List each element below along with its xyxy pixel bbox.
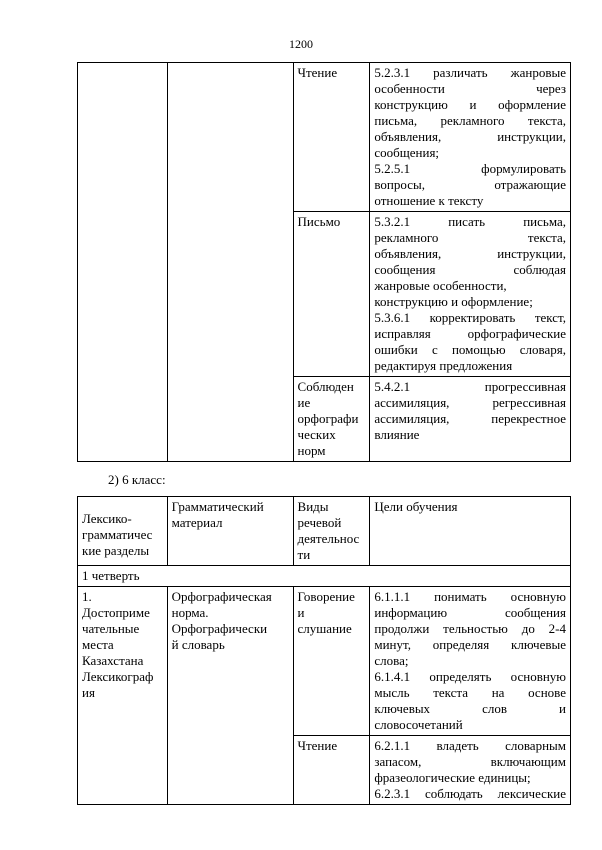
goal-line: 5.3.2.1 писать письма,	[374, 214, 566, 229]
goal-line: отношение к тексту	[374, 193, 484, 208]
activity-cell	[293, 587, 370, 736]
header-cell-activity	[293, 497, 370, 566]
goal-line: сообщения соблюдая	[374, 262, 566, 277]
material-line: Орфографически	[171, 621, 268, 636]
section-line: Казахстана	[82, 653, 144, 668]
activity-line: слушание	[297, 621, 352, 636]
goal-line: слова;	[374, 653, 409, 668]
goal-line: особенности через	[374, 81, 566, 96]
goal-line: 5.2.3.1 различать жанровые	[374, 65, 566, 80]
section-cell	[78, 587, 168, 805]
section-line: ия	[82, 685, 95, 700]
material-cell	[167, 587, 293, 805]
goal-line: редактируя предложения	[374, 358, 513, 373]
section-line: Лексикограф	[82, 669, 154, 684]
table-row	[78, 63, 571, 212]
quarter-cell: 1 четверть	[78, 566, 571, 587]
activity-line: Говорение	[297, 589, 355, 604]
goals-cell	[370, 212, 571, 377]
section-line: 1.	[82, 589, 92, 604]
goal-line: ассимиляция, регрессивная	[374, 395, 566, 410]
table-cell-empty	[167, 63, 293, 462]
table-row	[78, 587, 571, 736]
header-line: Грамматический	[171, 499, 264, 514]
activity-cell: Письмо	[293, 212, 370, 377]
goal-line: жанровые особенности,	[374, 278, 507, 293]
section-line: места	[82, 637, 114, 652]
goal-line: информацию сообщения	[374, 605, 566, 620]
goal-line: 5.3.6.1 корректировать текст,	[374, 310, 566, 325]
header-line: материал	[171, 515, 223, 530]
activity-line: норм	[297, 443, 326, 458]
goal-line: исправляя орфографические	[374, 326, 566, 341]
class-heading: 2) 6 класс:	[108, 472, 166, 487]
material-line: норма.	[171, 605, 209, 620]
goals-cell	[370, 736, 571, 805]
goal-line: письма, рекламного текста,	[374, 113, 566, 128]
goal-line: 6.1.1.1 понимать основную	[374, 589, 566, 604]
activity-line: и	[297, 605, 305, 620]
goals-cell	[370, 587, 571, 736]
goal-line: фразеологические единицы;	[374, 770, 531, 785]
goals-cell	[370, 377, 571, 462]
activity-line: орфографи	[297, 411, 359, 426]
goal-line: мысль текста на основе	[374, 685, 566, 700]
curriculum-table-grade5	[77, 62, 571, 462]
material-line: й словарь	[171, 637, 225, 652]
header-line: Лексико-	[82, 511, 132, 526]
goal-line: сообщения;	[374, 145, 440, 160]
table-header-row	[78, 497, 571, 566]
material-line: Орфографическая	[171, 589, 272, 604]
goal-line: продолжи тельностью до 2-4	[374, 621, 566, 636]
header-line: грамматичес	[82, 527, 153, 542]
goal-line: рекламного текста,	[374, 230, 566, 245]
section-line: чательные	[82, 621, 140, 636]
goal-line: 6.2.1.1 владеть словарным	[374, 738, 566, 753]
goal-line: 6.1.4.1 определять основную	[374, 669, 566, 684]
goal-line: 6.2.3.1 соблюдать лексические	[374, 786, 566, 801]
header-cell-goals: Цели обучения	[370, 497, 571, 566]
goal-line: ассимиляция, перекрестное	[374, 411, 566, 426]
header-line: кие разделы	[82, 543, 150, 558]
goal-line: ключевых слов и	[374, 701, 566, 716]
curriculum-table-grade6	[77, 496, 571, 805]
activity-cell	[293, 377, 370, 462]
activity-line: ие	[297, 395, 311, 410]
header-line: деятельнос	[297, 531, 360, 546]
activity-line: Соблюден	[297, 379, 354, 394]
goals-cell	[370, 63, 571, 212]
header-line: речевой	[297, 515, 342, 530]
table-cell-empty	[78, 63, 168, 462]
goal-line: запасом, включающим	[374, 754, 566, 769]
header-line: Виды	[297, 499, 329, 514]
header-cell-sections	[78, 497, 168, 566]
goal-line: 5.4.2.1 прогрессивная	[374, 379, 566, 394]
goal-line: вопросы, отражающие	[374, 177, 566, 192]
goal-line: словосочетаний	[374, 717, 463, 732]
activity-cell: Чтение	[293, 736, 370, 805]
goal-line: минут, определяя ключевые	[374, 637, 566, 652]
page-number: 1200	[289, 37, 313, 51]
goal-line: влияние	[374, 427, 420, 442]
goal-line: конструкцию и оформление	[374, 97, 566, 112]
goal-line: конструкцию и оформление;	[374, 294, 533, 309]
goal-line: 5.2.5.1 формулировать	[374, 161, 566, 176]
header-line: ти	[297, 547, 311, 562]
goal-line: объявления, инструкции,	[374, 129, 566, 144]
header-cell-material	[167, 497, 293, 566]
goal-line: объявления, инструкции,	[374, 246, 566, 261]
activity-line: ческих	[297, 427, 336, 442]
quarter-row	[78, 566, 571, 587]
activity-cell: Чтение	[293, 63, 370, 212]
section-line: Достоприме	[82, 605, 150, 620]
goal-line: ошибки с помощью словаря,	[374, 342, 566, 357]
